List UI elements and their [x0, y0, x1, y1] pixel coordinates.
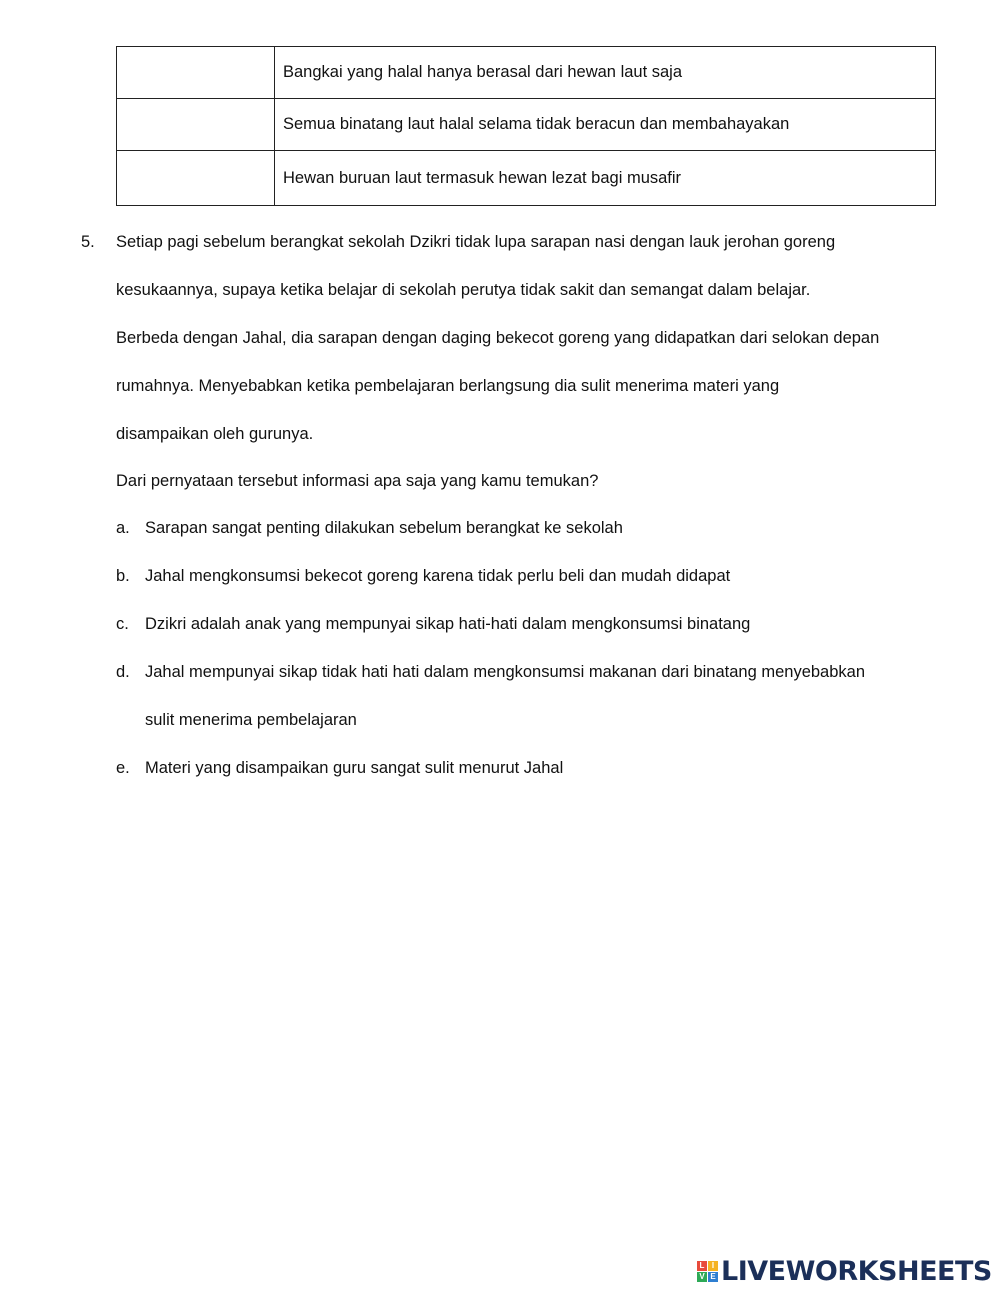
answer-cell[interactable] — [117, 151, 275, 206]
logo-mark-icon — [697, 1261, 718, 1282]
option-letter: a. — [116, 519, 130, 537]
logo-mark-letter: I — [708, 1261, 718, 1271]
option-letter: c. — [116, 615, 129, 633]
logo-text: LIVEWORKSHEETS — [721, 1255, 992, 1287]
option-text-continued: sulit menerima pembelajaran — [145, 711, 357, 729]
table-row — [117, 151, 936, 206]
question-paragraph-line: disampaikan oleh gurunya. — [116, 425, 314, 443]
answer-table — [116, 46, 936, 206]
option-text: Dzikri adalah anak yang mempunyai sikap hati-hati dalam mengkonsumsi binatang — [145, 615, 751, 633]
logo-mark-letter: V — [697, 1272, 707, 1282]
option-text: Jahal mengkonsumsi bekecot goreng karena tidak perlu beli dan mudah didapat — [145, 567, 731, 585]
option-text: Materi yang disampaikan guru sangat sulit menurut Jahal — [145, 759, 564, 777]
table-row — [117, 99, 936, 151]
option-text: Jahal mempunyai sikap tidak hati hati dalam mengkonsumsi makanan dari binatang menyebabkan — [145, 663, 865, 681]
liveworksheets-logo — [697, 1256, 992, 1286]
question-paragraph-line: Berbeda dengan Jahal, dia sarapan dengan daging bekecot goreng yang didapatkan dari selokan depan — [116, 329, 880, 347]
answer-cell[interactable] — [117, 47, 275, 99]
logo-mark-letter: L — [697, 1261, 707, 1271]
question-prompt: Dari pernyataan tersebut informasi apa saja yang kamu temukan? — [116, 472, 599, 490]
logo-mark-letter: E — [708, 1272, 718, 1282]
statement-cell: Hewan buruan laut termasuk hewan lezat bagi musafir — [275, 151, 936, 206]
table-row — [117, 47, 936, 99]
question-paragraph-line: kesukaannya, supaya ketika belajar di sekolah perutya tidak sakit dan semangat dalam belajar. — [116, 281, 811, 299]
question-paragraph-line: rumahnya. Menyebabkan ketika pembelajaran berlangsung dia sulit menerima materi yang — [116, 377, 780, 395]
statement-cell: Bangkai yang halal hanya berasal dari hewan laut saja — [275, 47, 936, 99]
option-letter: b. — [116, 567, 130, 585]
statement-cell: Semua binatang laut halal selama tidak beracun dan membahayakan — [275, 99, 936, 151]
option-letter: d. — [116, 663, 130, 681]
option-letter: e. — [116, 759, 130, 777]
question-paragraph-line: Setiap pagi sebelum berangkat sekolah Dzikri tidak lupa sarapan nasi dengan lauk jerohan goreng — [116, 233, 836, 251]
answer-cell[interactable] — [117, 99, 275, 151]
option-text: Sarapan sangat penting dilakukan sebelum berangkat ke sekolah — [145, 519, 623, 537]
question-number: 5. — [81, 233, 95, 251]
